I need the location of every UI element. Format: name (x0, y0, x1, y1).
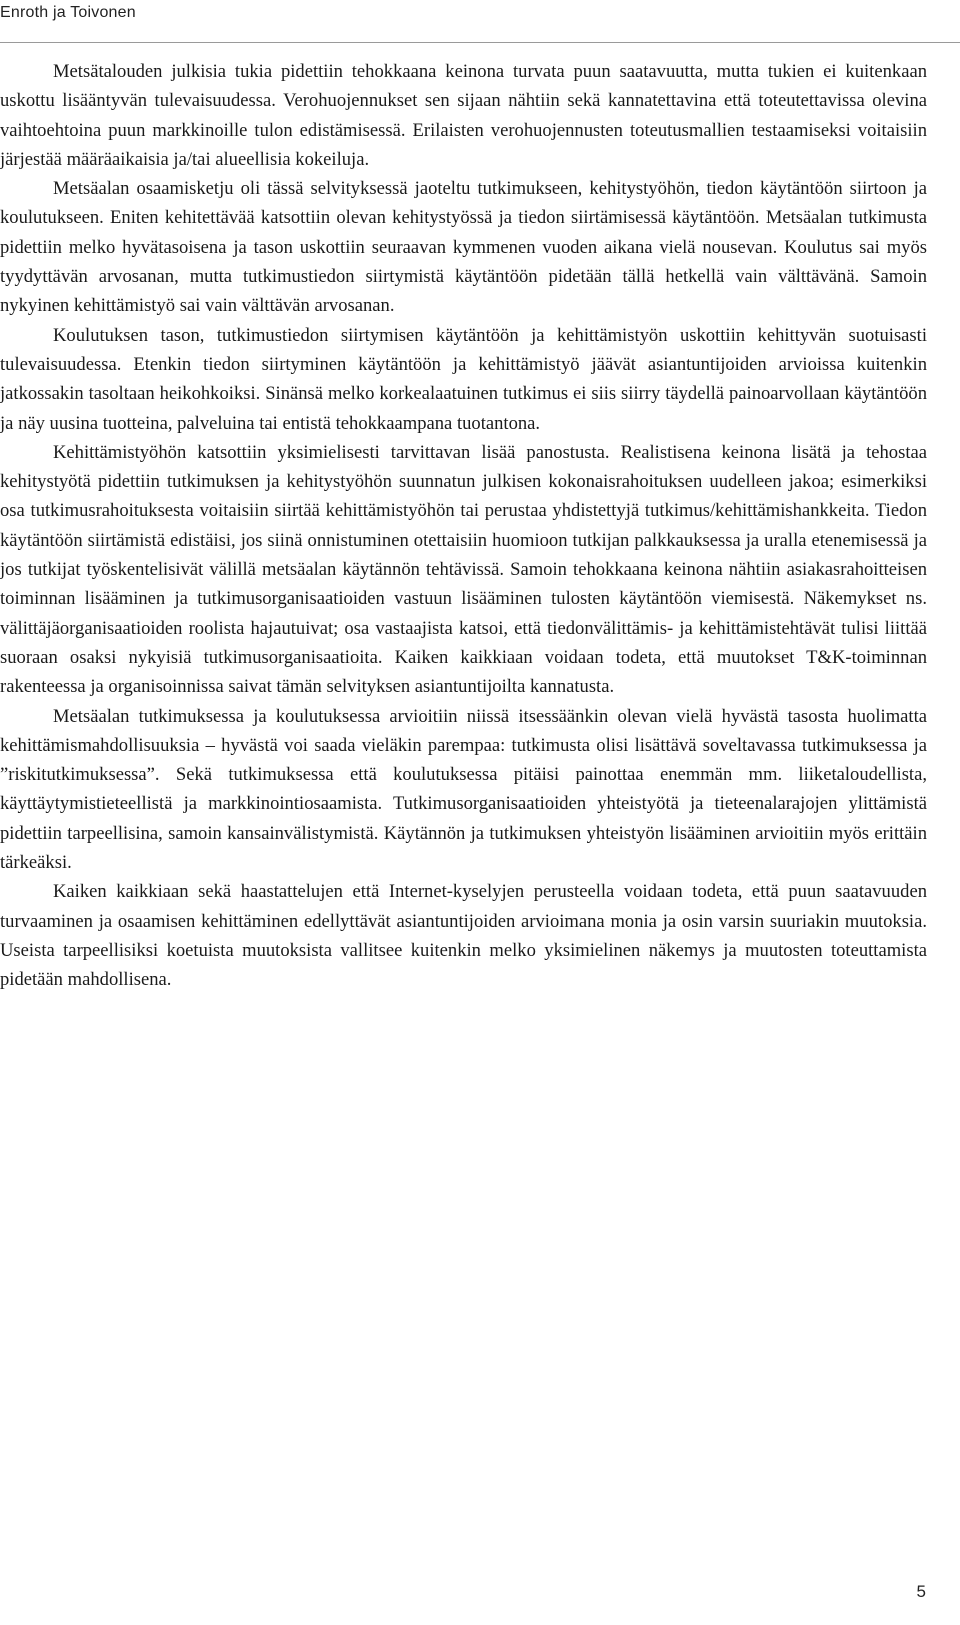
paragraph: Metsäalan osaamisketju oli tässä selvityksessä jaoteltu tutkimukseen, kehitystyöhön, tiedon käytäntöön siirtoon ja koulutukseen. Eniten kehitettävää katsottiin olevan kehitystyössä ja tiedon siirtämisessä käytäntöön. Metsäalan tutkimusta pidettiin melko hyvätasoisena ja tason uskottiin seuraavan kymmenen vuoden aikana vielä nousevan. Koulutus sai myös tyydyttävän arvosanan, mutta tutkimustiedon siirtymistä käytäntöön pidetään tällä hetkellä vain välttävänä. Samoin nykyinen kehittämistyö sai vain välttävän arvosanan. (0, 178, 927, 317)
header-rule (0, 42, 960, 43)
paragraph: Kehittämistyöhön katsottiin yksimielisesti tarvittavan lisää panostusta. Realistisena keinona lisätä ja tehostaa kehitystyötä pidettiin tutkimuksen ja kehitystyöhön suunnatun julkisen kokonaisrahoituksen uudelleen jakoa; esimerkiksi osa tutkimusrahoituksesta voitaisiin siirtää kehittämistyöhön tai perustaa yhdistettyjä tutkimus/kehittämishankkeita. Tiedon käytäntöön siirtämistä edistäisi, jos siinä onnistuminen otettaisiin huomioon tutkijan palkkauksessa ja uralla etenemisessä ja jos tutkijat työskentelisivät välillä metsäalan käytännön tehtävissä. Samoin tehokkaana keinona nähtiin asiakasrahoitteisen toiminnan lisääminen ja tutkimusorganisaatioiden vastuun lisääminen tulosten käytäntöön viemisestä. Näkemykset ns. välittäjäorganisaatioiden roolista hajautuivat; osa vastaajista katsoi, että tiedonvälittämis- ja kehittämistehtävät tulisi liittää suoraan osaksi nykyisiä tutkimusorganisaatioita. Kaiken kaikkiaan voidaan todeta, että muutokset T&K-toiminnan rakenteessa ja organisoinnissa saivat tämän selvityksen asiantuntijoilta kannatusta. (0, 441, 927, 698)
paragraph: Kaiken kaikkiaan sekä haastattelujen että Internet-kyselyjen perusteella voidaan todeta, että puun saatavuuden turvaaminen ja osaamisen kehittäminen edellyttävät asiantuntijoiden arvioimana monia ja osin varsin suuriakin muutoksia. Useista tarpeellisiksi koetuista muutoksista vallitsee kuitenkin melko yksimielinen näkemys ja muutosten toteuttamista pidetään mahdollisena. (0, 881, 927, 991)
running-header: Enroth ja Toivonen (0, 4, 136, 21)
paragraph: Metsätalouden julkisia tukia pidettiin tehokkaana keinona turvata puun saatavuutta, mutta tukien ei kuitenkaan uskottu lisääntyvän tulevaisuudessa. Verohuojennukset sen sijaan nähtiin sekä kannatettavina että toteutettavissa olevina vaihtoehtoina puun markkinoille tulon edistämisessä. Erilaisten verohuojennusten toteutusmallien testaamiseksi voitaisiin järjestää määräaikaisia ja/tai alueellisia kokeiluja. (0, 61, 927, 170)
page-number: 5 (916, 1582, 926, 1601)
paragraph: Koulutuksen tason, tutkimustiedon siirtymisen käytäntöön ja kehittämistyön uskottiin kehittyvän suotuisasti tulevaisuudessa. Etenkin tiedon siirtyminen käytäntöön ja kehittämistyö jäävät asiantuntijoiden arvioissa kuitenkin jatkossakin tasoltaan heikohkoiksi. Sinänsä melko korkealaatuinen tutkimus ei siis siirry täydellä painoarvollaan käytäntöön ja näy uusina tuotteina, palveluina tai entistä tehokkaampana tuotantona. (0, 324, 927, 434)
body-text (0, 57, 927, 995)
paragraph: Metsäalan tutkimuksessa ja koulutuksessa arvioitiin niissä itsessäänkin olevan vielä hyvästä tasosta huolimatta kehittämismahdollisuuksia – hyvästä voi saada vieläkin parempaa: tutkimusta olisi lisättävä soveltavassa tutkimuksessa ja ”riskitutkimuksessa”. Sekä tutkimuksessa että koulutuksessa pitäisi painottaa enemmän mm. liiketaloudellista, käyttäytymistieteellistä ja markkinointiosaamista. Tutkimusorganisaatioiden yhteistyötä ja tieteenalarajojen ylittämistä pidettiin tarpeellisina, samoin kansainvälistymistä. Käytännön ja tutkimuksen yhteistyön lisääminen arvioitiin myös erittäin tärkeäksi. (0, 705, 927, 874)
